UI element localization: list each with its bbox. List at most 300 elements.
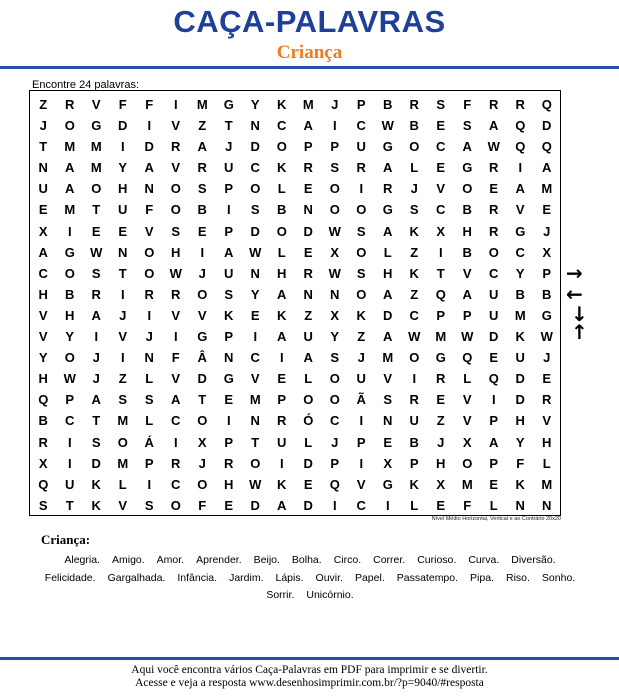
grid-cell[interactable]: A (171, 392, 181, 408)
grid-cell[interactable]: M (382, 350, 394, 366)
grid-cell[interactable]: A (383, 286, 393, 302)
grid-cell[interactable]: E (489, 350, 499, 366)
grid-cell[interactable]: G (462, 160, 473, 176)
grid-cell[interactable]: M (117, 413, 129, 429)
grid-cell[interactable]: I (147, 476, 152, 492)
grid-cell[interactable]: K (277, 97, 287, 112)
grid-cell[interactable]: Y (118, 160, 128, 176)
grid-cell[interactable]: R (277, 413, 287, 429)
grid-cell[interactable]: H (436, 455, 446, 471)
grid-cell[interactable]: Q (515, 118, 526, 134)
grid-cell[interactable]: I (385, 497, 390, 513)
grid-cell[interactable]: C (436, 139, 446, 155)
grid-cell[interactable]: I (67, 455, 72, 471)
grid-cell[interactable]: S (144, 497, 154, 513)
grid-cell[interactable]: J (543, 223, 551, 239)
grid-cell[interactable]: Z (304, 307, 313, 323)
grid-cell[interactable]: C (171, 413, 181, 429)
grid-cell[interactable]: E (436, 392, 446, 408)
grid-cell[interactable]: O (197, 413, 208, 429)
grid-cell[interactable]: J (543, 350, 551, 366)
grid-cell[interactable]: E (224, 392, 234, 408)
grid-cell[interactable]: E (197, 223, 207, 239)
grid-cell[interactable]: K (277, 307, 287, 323)
grid-cell[interactable]: I (67, 223, 72, 239)
grid-cell[interactable]: H (542, 434, 552, 450)
grid-cell[interactable]: C (515, 244, 525, 260)
grid-cell[interactable]: F (145, 97, 154, 112)
grid-cell[interactable]: O (64, 118, 75, 134)
grid-cell[interactable]: N (38, 160, 48, 176)
grid-cell[interactable]: D (383, 307, 393, 323)
grid-cell[interactable]: E (489, 476, 499, 492)
grid-cell[interactable]: L (277, 181, 286, 197)
grid-cell[interactable]: C (356, 118, 366, 134)
grid-cell[interactable]: E (277, 371, 287, 387)
grid-cell[interactable]: Z (410, 286, 419, 302)
grid-cell[interactable]: E (303, 476, 313, 492)
grid-cell[interactable]: N (303, 202, 313, 218)
grid-cell[interactable]: Z (357, 329, 366, 345)
grid-cell[interactable]: G (382, 202, 393, 218)
grid-cell[interactable]: J (119, 307, 127, 323)
grid-cell[interactable]: G (382, 139, 393, 155)
grid-cell[interactable]: S (462, 118, 472, 134)
grid-cell[interactable]: O (462, 181, 473, 197)
grid-cell[interactable]: V (356, 476, 366, 492)
grid-cell[interactable]: S (356, 265, 366, 281)
grid-cell[interactable]: P (489, 413, 499, 429)
grid-cell[interactable]: F (516, 455, 525, 471)
grid-cell[interactable]: T (92, 413, 101, 429)
grid-cell[interactable]: E (91, 223, 101, 239)
grid-cell[interactable]: V (462, 413, 472, 429)
grid-cell[interactable]: R (489, 160, 499, 176)
grid-cell[interactable]: O (329, 202, 340, 218)
grid-cell[interactable]: I (359, 413, 364, 429)
grid-cell[interactable]: V (250, 371, 260, 387)
grid-cell[interactable]: B (409, 434, 419, 450)
grid-cell[interactable]: B (515, 286, 525, 302)
grid-cell[interactable]: O (329, 392, 340, 408)
grid-cell[interactable]: S (250, 202, 260, 218)
grid-cell[interactable]: P (462, 307, 472, 323)
grid-cell[interactable]: U (118, 202, 128, 218)
grid-cell[interactable]: O (276, 139, 287, 155)
grid-cell[interactable]: Y (330, 329, 340, 345)
grid-cell[interactable]: O (144, 265, 155, 281)
grid-cell[interactable]: K (356, 307, 366, 323)
grid-cell[interactable]: D (515, 392, 525, 408)
grid-cell[interactable]: K (515, 476, 525, 492)
grid-cell[interactable]: P (409, 455, 419, 471)
grid-cell[interactable]: L (410, 497, 419, 513)
grid-cell[interactable]: C (436, 202, 446, 218)
grid-cell[interactable]: P (224, 434, 234, 450)
grid-cell[interactable]: R (409, 97, 419, 112)
grid-cell[interactable]: E (383, 434, 393, 450)
grid-cell[interactable]: N (383, 413, 393, 429)
grid-cell[interactable]: X (436, 476, 446, 492)
grid-cell[interactable]: K (277, 160, 287, 176)
grid-cell[interactable]: E (436, 118, 446, 134)
grid-cell[interactable]: Q (38, 392, 49, 408)
grid-cell[interactable]: D (542, 118, 552, 134)
grid-cell[interactable]: I (173, 434, 178, 450)
grid-cell[interactable]: F (463, 97, 472, 112)
grid-cell[interactable]: W (169, 265, 182, 281)
grid-cell[interactable]: W (328, 265, 341, 281)
grid-cell[interactable]: P (65, 392, 75, 408)
grid-cell[interactable]: O (329, 371, 340, 387)
grid-cell[interactable]: M (435, 329, 447, 345)
grid-cell[interactable]: G (223, 97, 234, 112)
grid-cell[interactable]: T (436, 265, 445, 281)
grid-cell[interactable]: A (65, 160, 75, 176)
grid-cell[interactable]: A (303, 118, 313, 134)
grid-cell[interactable]: I (518, 160, 523, 176)
grid-cell[interactable]: W (381, 118, 394, 134)
grid-cell[interactable]: R (489, 97, 499, 112)
grid-cell[interactable]: R (197, 160, 207, 176)
grid-cell[interactable]: K (224, 307, 234, 323)
grid-cell[interactable]: V (171, 160, 181, 176)
grid-cell[interactable]: C (356, 497, 366, 513)
grid-cell[interactable]: O (356, 244, 367, 260)
grid-cell[interactable]: R (489, 223, 499, 239)
grid-cell[interactable]: M (117, 455, 129, 471)
grid-cell[interactable]: X (197, 434, 207, 450)
grid-cell[interactable]: X (38, 455, 48, 471)
grid-cell[interactable]: N (144, 350, 154, 366)
grid-cell[interactable]: C (330, 413, 340, 429)
grid-cell[interactable]: C (277, 118, 287, 134)
grid-cell[interactable]: N (250, 118, 260, 134)
grid-cell[interactable]: P (489, 455, 499, 471)
grid-cell[interactable]: K (91, 476, 101, 492)
grid-cell[interactable]: G (515, 223, 526, 239)
grid-cell[interactable]: U (277, 434, 287, 450)
grid-cell[interactable]: D (515, 371, 525, 387)
grid-cell[interactable]: Q (488, 371, 499, 387)
grid-cell[interactable]: R (489, 202, 499, 218)
grid-cell[interactable]: M (64, 202, 76, 218)
grid-cell[interactable]: A (383, 160, 393, 176)
grid-cell[interactable]: N (224, 350, 234, 366)
grid-cell[interactable]: I (253, 329, 258, 345)
grid-cell[interactable]: A (489, 118, 499, 134)
grid-cell[interactable]: F (463, 497, 472, 513)
grid-cell[interactable]: Q (541, 139, 552, 155)
grid-cell[interactable]: S (91, 265, 101, 281)
grid-cell[interactable]: A (277, 497, 287, 513)
grid-cell[interactable]: O (250, 181, 261, 197)
grid-cell[interactable]: U (224, 265, 234, 281)
grid-cell[interactable]: P (356, 97, 366, 112)
grid-cell[interactable]: P (436, 307, 446, 323)
grid-cell[interactable]: D (303, 497, 313, 513)
grid-cell[interactable]: V (91, 97, 101, 112)
grid-cell[interactable]: P (356, 434, 366, 450)
grid-cell[interactable]: B (277, 202, 287, 218)
grid-cell[interactable]: J (198, 265, 206, 281)
grid-cell[interactable]: E (250, 307, 260, 323)
grid-cell[interactable]: I (226, 202, 231, 218)
grid-cell[interactable]: Y (515, 265, 525, 281)
grid-cell[interactable]: Á (144, 434, 154, 450)
grid-cell[interactable]: O (462, 455, 473, 471)
grid-cell[interactable]: J (145, 329, 153, 345)
grid-cell[interactable]: I (332, 497, 337, 513)
grid-cell[interactable]: O (409, 139, 420, 155)
grid-cell[interactable]: I (200, 244, 205, 260)
grid-cell[interactable]: E (38, 202, 48, 218)
grid-cell[interactable]: J (437, 434, 445, 450)
grid-cell[interactable]: N (515, 497, 525, 513)
grid-cell[interactable]: D (303, 455, 313, 471)
grid-cell[interactable]: D (303, 223, 313, 239)
grid-cell[interactable]: O (488, 244, 499, 260)
grid-cell[interactable]: A (489, 434, 499, 450)
grid-cell[interactable]: Y (250, 286, 260, 302)
grid-cell[interactable]: B (383, 97, 393, 112)
grid-cell[interactable]: C (250, 350, 260, 366)
grid-cell[interactable]: J (357, 350, 365, 366)
grid-cell[interactable]: S (383, 392, 393, 408)
grid-cell[interactable]: V (171, 371, 181, 387)
grid-cell[interactable]: K (515, 329, 525, 345)
grid-cell[interactable]: C (409, 307, 419, 323)
grid-cell[interactable]: E (118, 223, 128, 239)
grid-cell[interactable]: R (171, 455, 181, 471)
grid-cell[interactable]: O (303, 392, 314, 408)
grid-cell[interactable]: B (462, 202, 472, 218)
grid-cell[interactable]: R (515, 97, 525, 112)
grid-cell[interactable]: Y (250, 97, 260, 112)
grid-cell[interactable]: S (118, 392, 128, 408)
grid-cell[interactable]: T (198, 392, 207, 408)
grid-cell[interactable]: R (542, 392, 552, 408)
grid-cell[interactable]: V (515, 202, 525, 218)
grid-cell[interactable]: O (170, 497, 181, 513)
grid-cell[interactable]: W (249, 244, 262, 260)
grid-cell[interactable]: V (462, 265, 472, 281)
grid-cell[interactable]: Z (436, 413, 445, 429)
grid-cell[interactable]: R (224, 455, 234, 471)
grid-cell[interactable]: S (171, 223, 181, 239)
grid-cell[interactable]: O (329, 181, 340, 197)
grid-cell[interactable]: R (436, 371, 446, 387)
grid-cell[interactable]: Q (38, 476, 49, 492)
grid-cell[interactable]: L (489, 497, 498, 513)
grid-cell[interactable]: B (542, 286, 552, 302)
grid-cell[interactable]: I (359, 455, 364, 471)
grid-cell[interactable]: U (489, 307, 499, 323)
grid-cell[interactable]: Q (435, 286, 446, 302)
grid-cell[interactable]: I (67, 434, 72, 450)
grid-cell[interactable]: V (118, 329, 128, 345)
grid-cell[interactable]: J (331, 434, 339, 450)
grid-cell[interactable]: F (118, 97, 127, 112)
grid-cell[interactable]: K (91, 497, 101, 513)
grid-cell[interactable]: I (120, 139, 125, 155)
grid-cell[interactable]: E (542, 202, 552, 218)
grid-cell[interactable]: X (462, 434, 472, 450)
grid-cell[interactable]: V (542, 413, 552, 429)
grid-cell[interactable]: P (542, 265, 552, 281)
grid-cell[interactable]: S (436, 97, 446, 112)
grid-cell[interactable]: N (250, 265, 260, 281)
grid-cell[interactable]: I (147, 118, 152, 134)
grid-cell[interactable]: I (94, 329, 99, 345)
grid-cell[interactable]: U (356, 371, 366, 387)
grid-cell[interactable]: M (64, 139, 76, 155)
grid-cell[interactable]: R (171, 286, 181, 302)
grid-cell[interactable]: T (224, 118, 233, 134)
grid-cell[interactable]: O (117, 434, 128, 450)
grid-cell[interactable]: L (463, 371, 472, 387)
grid-cell[interactable]: A (197, 139, 207, 155)
grid-cell[interactable]: R (356, 160, 366, 176)
grid-cell[interactable]: C (171, 476, 181, 492)
grid-cell[interactable]: M (90, 160, 102, 176)
grid-cell[interactable]: O (197, 476, 208, 492)
grid-cell[interactable]: I (147, 307, 152, 323)
grid-cell[interactable]: A (542, 160, 552, 176)
grid-cell[interactable]: P (144, 455, 154, 471)
grid-cell[interactable]: I (120, 350, 125, 366)
grid-cell[interactable]: H (171, 244, 181, 260)
grid-cell[interactable]: L (277, 244, 286, 260)
grid-cell[interactable]: O (356, 286, 367, 302)
grid-cell[interactable]: J (92, 371, 100, 387)
grid-cell[interactable]: G (223, 371, 234, 387)
grid-cell[interactable]: A (91, 307, 101, 323)
grid-cell[interactable]: W (249, 476, 262, 492)
grid-cell[interactable]: H (38, 286, 48, 302)
grid-cell[interactable]: H (515, 413, 525, 429)
grid-cell[interactable]: I (438, 244, 443, 260)
grid-cell[interactable]: O (197, 286, 208, 302)
grid-cell[interactable]: S (356, 223, 366, 239)
grid-cell[interactable]: W (408, 329, 421, 345)
grid-cell[interactable]: K (409, 265, 419, 281)
grid-cell[interactable]: G (435, 350, 446, 366)
grid-cell[interactable]: J (225, 139, 233, 155)
grid-cell[interactable]: J (198, 455, 206, 471)
grid-cell[interactable]: E (303, 181, 313, 197)
grid-cell[interactable]: Â (197, 350, 207, 366)
grid-cell[interactable]: P (330, 139, 340, 155)
grid-cell[interactable]: X (383, 455, 393, 471)
grid-cell[interactable]: M (302, 97, 314, 112)
grid-cell[interactable]: Z (39, 97, 48, 112)
grid-cell[interactable]: T (65, 497, 74, 513)
grid-cell[interactable]: D (118, 118, 128, 134)
grid-cell[interactable]: B (197, 202, 207, 218)
grid-cell[interactable]: X (542, 244, 552, 260)
grid-cell[interactable]: O (64, 265, 75, 281)
grid-cell[interactable]: M (541, 181, 553, 197)
grid-cell[interactable]: L (410, 160, 419, 176)
grid-cell[interactable]: V (38, 307, 48, 323)
grid-cell[interactable]: D (489, 329, 499, 345)
grid-cell[interactable]: B (409, 118, 419, 134)
grid-cell[interactable]: P (277, 392, 287, 408)
grid-cell[interactable]: S (330, 160, 340, 176)
grid-cell[interactable]: M (249, 392, 261, 408)
grid-cell[interactable]: V (38, 329, 48, 345)
grid-cell[interactable]: F (171, 350, 180, 366)
grid-cell[interactable]: A (144, 160, 154, 176)
grid-cell[interactable]: U (409, 413, 419, 429)
grid-cell[interactable]: P (224, 223, 234, 239)
grid-cell[interactable]: Q (329, 476, 340, 492)
grid-cell[interactable]: T (39, 139, 48, 155)
grid-cell[interactable]: R (91, 286, 101, 302)
grid-cell[interactable]: C (38, 265, 48, 281)
grid-cell[interactable]: S (224, 286, 234, 302)
grid-cell[interactable]: A (224, 244, 234, 260)
grid-cell[interactable]: A (462, 286, 472, 302)
grid-cell[interactable]: A (383, 329, 393, 345)
grid-cell[interactable]: N (144, 181, 154, 197)
grid-cell[interactable]: R (383, 181, 393, 197)
grid-cell[interactable]: R (144, 286, 154, 302)
grid-cell[interactable]: E (224, 497, 234, 513)
grid-cell[interactable]: C (489, 265, 499, 281)
grid-cell[interactable]: W (540, 329, 553, 345)
grid-cell[interactable]: R (409, 392, 419, 408)
grid-cell[interactable]: I (120, 286, 125, 302)
grid-cell[interactable]: I (279, 350, 284, 366)
grid-cell[interactable]: S (197, 181, 207, 197)
grid-cell[interactable]: M (541, 476, 553, 492)
grid-cell[interactable]: S (144, 392, 154, 408)
grid-cell[interactable]: Ã (356, 392, 366, 408)
grid-cell[interactable]: R (38, 434, 48, 450)
grid-cell[interactable]: O (144, 244, 155, 260)
grid-cell[interactable]: D (197, 371, 207, 387)
grid-cell[interactable]: C (65, 413, 75, 429)
grid-cell[interactable]: I (173, 329, 178, 345)
grid-cell[interactable]: D (250, 223, 260, 239)
grid-cell[interactable]: L (118, 476, 127, 492)
grid-cell[interactable]: G (91, 118, 102, 134)
grid-cell[interactable]: A (277, 286, 287, 302)
grid-cell[interactable]: Y (515, 434, 525, 450)
grid-cell[interactable]: B (65, 286, 75, 302)
grid-cell[interactable]: X (330, 244, 340, 260)
grid-cell[interactable]: U (224, 160, 234, 176)
grid-cell[interactable]: M (514, 307, 526, 323)
grid-cell[interactable]: V (197, 307, 207, 323)
grid-cell[interactable]: V (171, 118, 181, 134)
grid-cell[interactable]: A (91, 392, 101, 408)
grid-cell[interactable]: K (409, 476, 419, 492)
grid-cell[interactable]: J (331, 97, 339, 112)
grid-cell[interactable]: F (198, 497, 207, 513)
grid-cell[interactable]: H (65, 307, 75, 323)
grid-cell[interactable]: C (250, 160, 260, 176)
grid-cell[interactable]: S (409, 202, 419, 218)
grid-cell[interactable]: G (64, 244, 75, 260)
grid-cell[interactable]: N (330, 286, 340, 302)
grid-cell[interactable]: I (491, 392, 496, 408)
grid-cell[interactable]: O (170, 181, 181, 197)
grid-cell[interactable]: W (461, 329, 474, 345)
grid-cell[interactable]: T (118, 265, 127, 281)
